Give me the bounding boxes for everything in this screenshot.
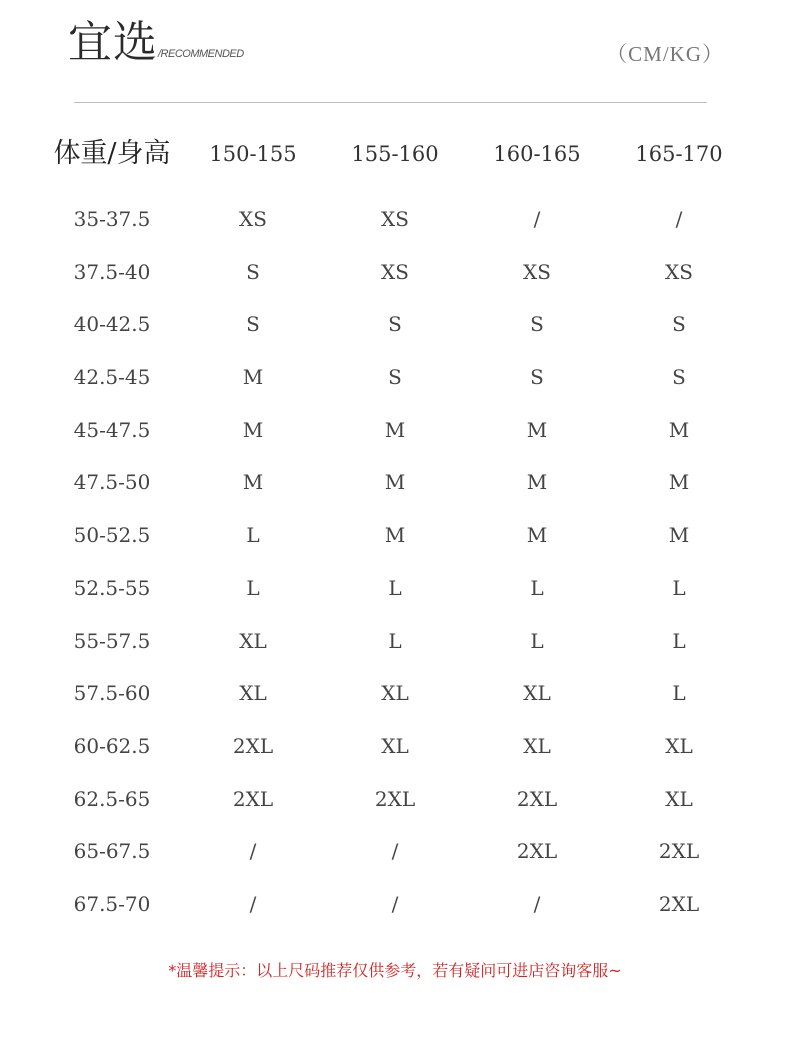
table-row <box>0 825 790 878</box>
table-row <box>0 351 790 404</box>
size-cell: XS <box>523 259 551 284</box>
table-row <box>0 404 790 457</box>
row-weight: 37.5-40 <box>73 259 151 284</box>
size-cell: L <box>672 628 686 653</box>
column-header-155-160: 155-160 <box>351 142 439 166</box>
size-cell: / <box>675 207 683 231</box>
size-cell: M <box>384 470 406 495</box>
row-weight: 42.5-45 <box>73 365 151 390</box>
size-cell: XL <box>665 733 693 758</box>
table-row <box>0 878 790 931</box>
size-cell: L <box>246 523 260 548</box>
row-weight: 52.5-55 <box>73 575 151 600</box>
size-cell: XL <box>665 786 693 811</box>
row-weight: 45-47.5 <box>73 417 151 442</box>
size-cell: S <box>388 365 402 390</box>
size-cell: XL <box>523 733 551 758</box>
size-cell: S <box>246 312 260 337</box>
page-subtitle: /RECOMMENDED <box>158 48 244 60</box>
size-cell: M <box>526 470 548 495</box>
unit-label: （CM/KG） <box>606 42 724 66</box>
size-cell: S <box>388 312 402 337</box>
row-weight: 65-67.5 <box>73 839 151 864</box>
divider <box>74 102 707 103</box>
table-row <box>0 562 790 615</box>
size-cell: XL <box>239 681 267 706</box>
size-cell: L <box>672 681 686 706</box>
size-cell: 2XL <box>516 786 558 811</box>
table-row <box>0 193 790 246</box>
row-weight: 47.5-50 <box>73 470 151 495</box>
column-header-weight-height: 体重/身高 <box>53 138 171 169</box>
row-weight: 55-57.5 <box>73 628 151 653</box>
tip-note: *温馨提示：以上尺码推荐仅供参考，若有疑问可进店咨询客服~ <box>168 961 622 980</box>
size-cell: XL <box>523 681 551 706</box>
row-weight: 50-52.5 <box>73 523 151 548</box>
page-title: 宜选 <box>68 17 158 68</box>
row-weight: 57.5-60 <box>73 681 151 706</box>
size-cell: M <box>242 417 264 442</box>
row-weight: 40-42.5 <box>73 312 151 337</box>
size-cell: / <box>533 891 541 916</box>
table-row <box>0 298 790 351</box>
size-cell: M <box>384 417 406 442</box>
row-weight: 62.5-65 <box>73 786 151 811</box>
size-cell: M <box>526 523 548 548</box>
table-row <box>0 667 790 720</box>
table-row <box>0 773 790 826</box>
row-weight: 60-62.5 <box>73 733 151 758</box>
size-cell: 2XL <box>374 786 416 811</box>
size-cell: L <box>672 575 686 600</box>
size-cell: S <box>672 365 686 390</box>
size-cell: M <box>668 417 690 442</box>
row-weight: 67.5-70 <box>73 891 151 916</box>
size-cell: L <box>388 628 402 653</box>
size-cell: 2XL <box>232 733 274 758</box>
size-cell: S <box>530 365 544 390</box>
size-cell: XS <box>381 259 409 284</box>
size-cell: / <box>533 207 541 231</box>
size-cell: XS <box>239 207 267 231</box>
row-weight: 35-37.5 <box>73 207 151 231</box>
size-cell: XL <box>239 628 267 653</box>
table-row <box>0 615 790 668</box>
size-cell: S <box>672 312 686 337</box>
size-cell: M <box>668 470 690 495</box>
size-cell: 2XL <box>658 891 700 916</box>
size-cell: M <box>668 523 690 548</box>
column-header-165-170: 165-170 <box>635 142 723 166</box>
size-cell: / <box>391 839 399 864</box>
size-cell: / <box>391 891 399 916</box>
column-header-160-165: 160-165 <box>493 142 581 166</box>
size-cell: XS <box>665 259 693 284</box>
table-body <box>0 193 790 931</box>
column-header-150-155: 150-155 <box>209 142 297 166</box>
table-row <box>0 456 790 509</box>
size-cell: L <box>530 575 544 600</box>
size-cell: S <box>246 259 260 284</box>
table-row <box>0 509 790 562</box>
size-cell: M <box>384 523 406 548</box>
size-cell: 2XL <box>516 839 558 864</box>
size-cell: / <box>249 891 257 916</box>
size-cell: L <box>246 575 260 600</box>
size-cell: XL <box>381 733 409 758</box>
size-cell: M <box>526 417 548 442</box>
size-cell: XS <box>381 207 409 231</box>
size-cell: XL <box>381 681 409 706</box>
size-cell: M <box>242 470 264 495</box>
size-cell: / <box>249 839 257 864</box>
size-cell: 2XL <box>658 839 700 864</box>
table-row <box>0 246 790 299</box>
size-cell: L <box>388 575 402 600</box>
size-cell: L <box>530 628 544 653</box>
size-cell: M <box>242 365 264 390</box>
table-row <box>0 720 790 773</box>
table-header <box>0 132 790 176</box>
size-cell: S <box>530 312 544 337</box>
size-cell: 2XL <box>232 786 274 811</box>
